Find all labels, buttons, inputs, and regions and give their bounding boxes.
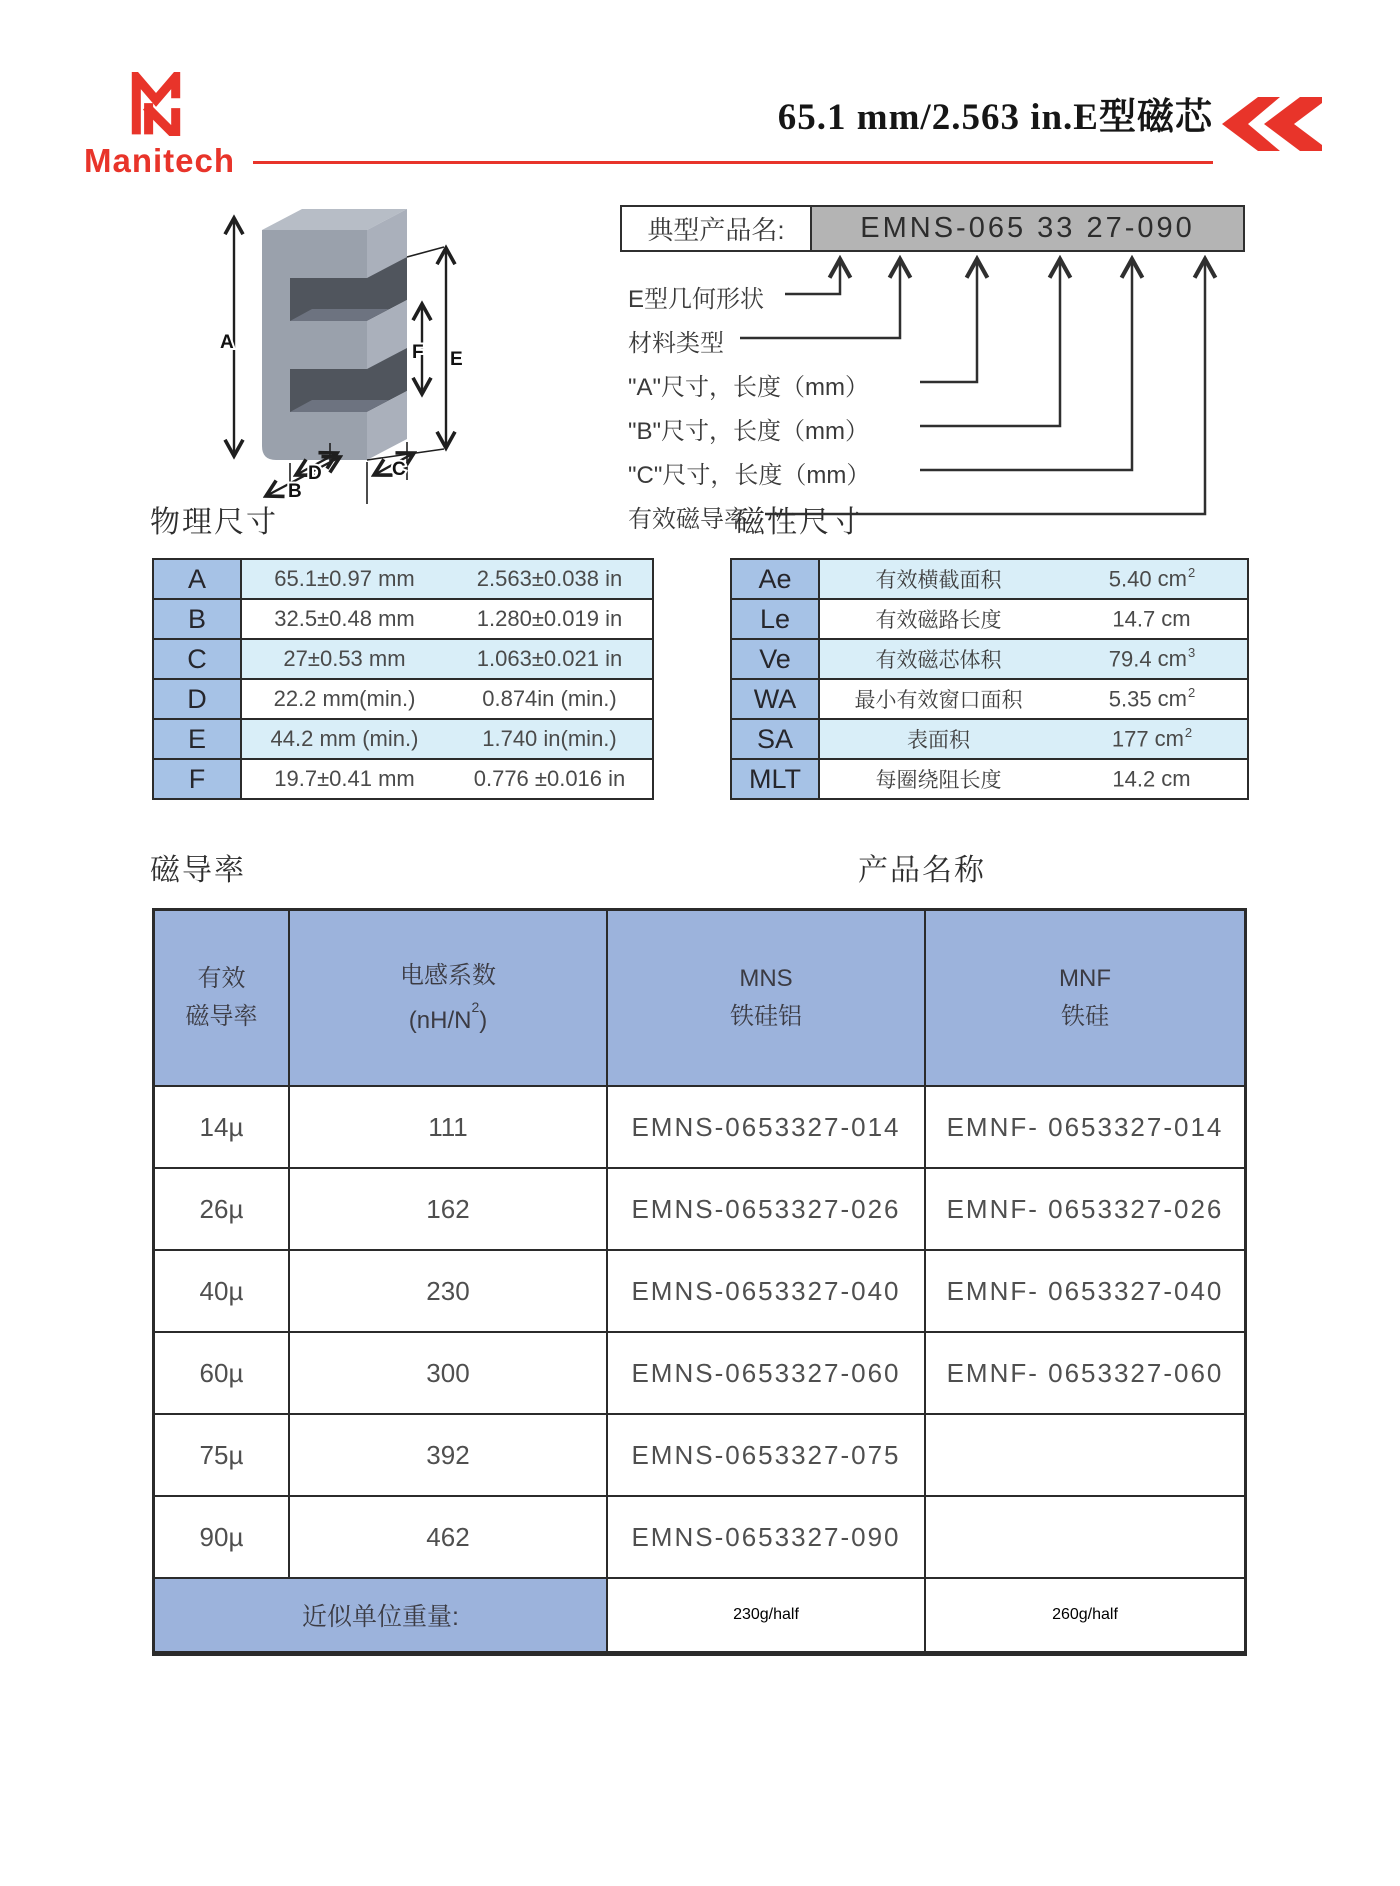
- dim-mm: 19.7±0.41 mm: [274, 766, 415, 791]
- mns-part-cell: EMNS-0653327-026: [608, 1169, 926, 1249]
- perm-cell: 60µ: [155, 1333, 290, 1413]
- brand-name: Manitech: [84, 142, 236, 179]
- mnf-part-cell: [926, 1415, 1244, 1495]
- mag-sym: Ae: [732, 560, 820, 598]
- table-row: [155, 1251, 1244, 1333]
- brand-logo-icon: [131, 72, 181, 136]
- perm-cell: 40µ: [155, 1251, 290, 1331]
- col-header-mns: MNS 铁硅铝: [608, 911, 926, 1085]
- dim-label-d: D: [308, 463, 322, 484]
- weight-row: [155, 1579, 1244, 1651]
- red-chevrons-icon: [1222, 97, 1322, 151]
- dim-in: 1.063±0.021 in: [476, 646, 623, 671]
- mag-sym: WA: [732, 680, 820, 718]
- dim-key: E: [154, 720, 242, 758]
- product-name-heading: 产品名称: [858, 854, 986, 887]
- perm-cell: 75µ: [155, 1415, 290, 1495]
- physical-dim-table: [152, 558, 654, 800]
- mag-name: 每圈绕阻长度: [875, 769, 1002, 792]
- dim-in: 1.280±0.019 in: [476, 606, 623, 631]
- dim-key: B: [154, 600, 242, 638]
- weight-mns: 230g/half: [608, 1579, 926, 1651]
- table-row: [732, 640, 1247, 680]
- table-row: [732, 720, 1247, 760]
- table-row: [732, 760, 1247, 798]
- perm-cell: 90µ: [155, 1497, 290, 1577]
- mag-value: 177 $cm^2$: [1111, 724, 1193, 752]
- table-row: [155, 1087, 1244, 1169]
- mns-part-cell: EMNS-0653327-014: [608, 1087, 926, 1167]
- magnetic-heading: 磁性尺寸: [735, 506, 863, 539]
- dim-key: D: [154, 680, 242, 718]
- dim-mm: 44.2 mm (min.): [270, 726, 419, 751]
- weight-label: 近似单位重量:: [155, 1579, 608, 1651]
- dim-in: 2.563±0.038 in: [476, 566, 623, 591]
- mnf-part-cell: EMNF- 0653327-060: [946, 1357, 1224, 1388]
- al-cell: 111: [290, 1087, 608, 1167]
- table-row: [155, 1169, 1244, 1251]
- table-row: [155, 1333, 1244, 1415]
- table-row: [732, 560, 1247, 600]
- table-row: [732, 600, 1247, 640]
- dim-mm: 27±0.53 mm: [283, 646, 406, 671]
- mnf-part-cell: [926, 1497, 1244, 1577]
- mag-value: 79.4 $cm^3$: [1108, 644, 1196, 672]
- mns-part-cell: EMNS-0653327-060: [608, 1333, 926, 1413]
- table-row: [155, 1497, 1244, 1579]
- col-header-mnf: MNF 铁硅: [1059, 965, 1111, 1030]
- mag-value: 14.7 cm: [1112, 606, 1191, 632]
- table-row: [154, 720, 652, 760]
- al-cell: 300: [290, 1333, 608, 1413]
- mnf-part-cell: EMNF- 0653327-026: [946, 1193, 1224, 1224]
- dim-mm: 65.1±0.97 mm: [274, 566, 415, 591]
- mag-value: 5.40 $cm^2$: [1108, 564, 1196, 592]
- physical-heading: 物理尺寸: [150, 506, 278, 539]
- dim-label-a: A: [220, 332, 234, 353]
- page-title: 65.1 mm/2.563 in.E型磁芯: [777, 97, 1213, 138]
- weight-mnf: 260g/half: [1052, 1606, 1118, 1623]
- callout-label-permeability: 有效磁导率: [628, 506, 748, 533]
- callout-label-geometry: E型几何形状: [628, 286, 765, 313]
- mag-name: 有效磁路长度: [875, 609, 1002, 632]
- callout-label-dim-c: "C"尺寸，长度（mm）: [628, 462, 871, 489]
- permeability-heading: 磁导率: [150, 854, 246, 887]
- col-header-permeability: 有效 磁导率: [155, 911, 290, 1085]
- mag-sym: Ve: [732, 640, 820, 678]
- mag-name: 有效磁芯体积: [875, 649, 1002, 672]
- dim-label-c: C: [392, 459, 406, 480]
- table-row: [732, 680, 1247, 720]
- mnf-part-cell: EMNF- 0653327-014: [946, 1111, 1224, 1142]
- dim-label-e: E: [450, 349, 463, 370]
- perm-cell: 14µ: [155, 1087, 290, 1167]
- dim-mm: 22.2 mm(min.): [273, 686, 416, 711]
- table-row: [154, 560, 652, 600]
- mns-part-cell: EMNS-0653327-075: [608, 1415, 926, 1495]
- dim-key: F: [154, 760, 242, 798]
- permeability-table: [152, 908, 1247, 1656]
- core-diagram: [200, 162, 480, 512]
- mag-sym: MLT: [732, 760, 820, 798]
- mag-value: 5.35 $cm^2$: [1108, 684, 1196, 712]
- callout-label-dim-a: "A"尺寸，长度（mm）: [628, 374, 870, 401]
- dim-key: C: [154, 640, 242, 678]
- callout-label-dim-b: "B"尺寸，长度（mm）: [628, 418, 870, 445]
- mag-name: 表面积: [907, 729, 970, 752]
- table-row: [154, 640, 652, 680]
- magnetic-dim-table: [730, 558, 1249, 800]
- table-row: [154, 760, 652, 798]
- al-cell: 230: [290, 1251, 608, 1331]
- callout-label-material: 材料类型: [628, 330, 724, 357]
- al-cell: 392: [290, 1415, 608, 1495]
- mag-sym: SA: [732, 720, 820, 758]
- table-row: [155, 1415, 1244, 1497]
- product-code-box: EMNS-065 33 27-090: [810, 205, 1245, 252]
- dim-in: 0.776 ±0.016 in: [473, 766, 626, 791]
- al-cell: 162: [290, 1169, 608, 1249]
- dim-mm: 32.5±0.48 mm: [274, 606, 415, 631]
- table-row: [154, 600, 652, 640]
- col-header-inductance: 电感系数 $(nH/N^2)$: [290, 911, 608, 1085]
- mag-name: 最小有效窗口面积: [854, 689, 1023, 712]
- table-row: [154, 680, 652, 720]
- dim-label-b: B: [288, 481, 302, 502]
- mnf-part-cell: EMNF- 0653327-040: [946, 1275, 1224, 1306]
- mag-sym: Le: [732, 600, 820, 638]
- dim-in: 1.740 in(min.): [482, 726, 617, 751]
- dim-key: A: [154, 560, 242, 598]
- mag-value: 14.2 cm: [1112, 766, 1191, 792]
- table-header-row: [155, 911, 1244, 1087]
- dim-label-f: F: [412, 342, 424, 363]
- al-cell: 462: [290, 1497, 608, 1577]
- dim-in: 0.874in (min.): [482, 686, 617, 711]
- mns-part-cell: EMNS-0653327-090: [608, 1497, 926, 1577]
- mag-name: 有效横截面积: [875, 569, 1002, 592]
- perm-cell: 26µ: [155, 1169, 290, 1249]
- mns-part-cell: EMNS-0653327-040: [608, 1251, 926, 1331]
- typical-name-label: 典型产品名:: [620, 205, 812, 252]
